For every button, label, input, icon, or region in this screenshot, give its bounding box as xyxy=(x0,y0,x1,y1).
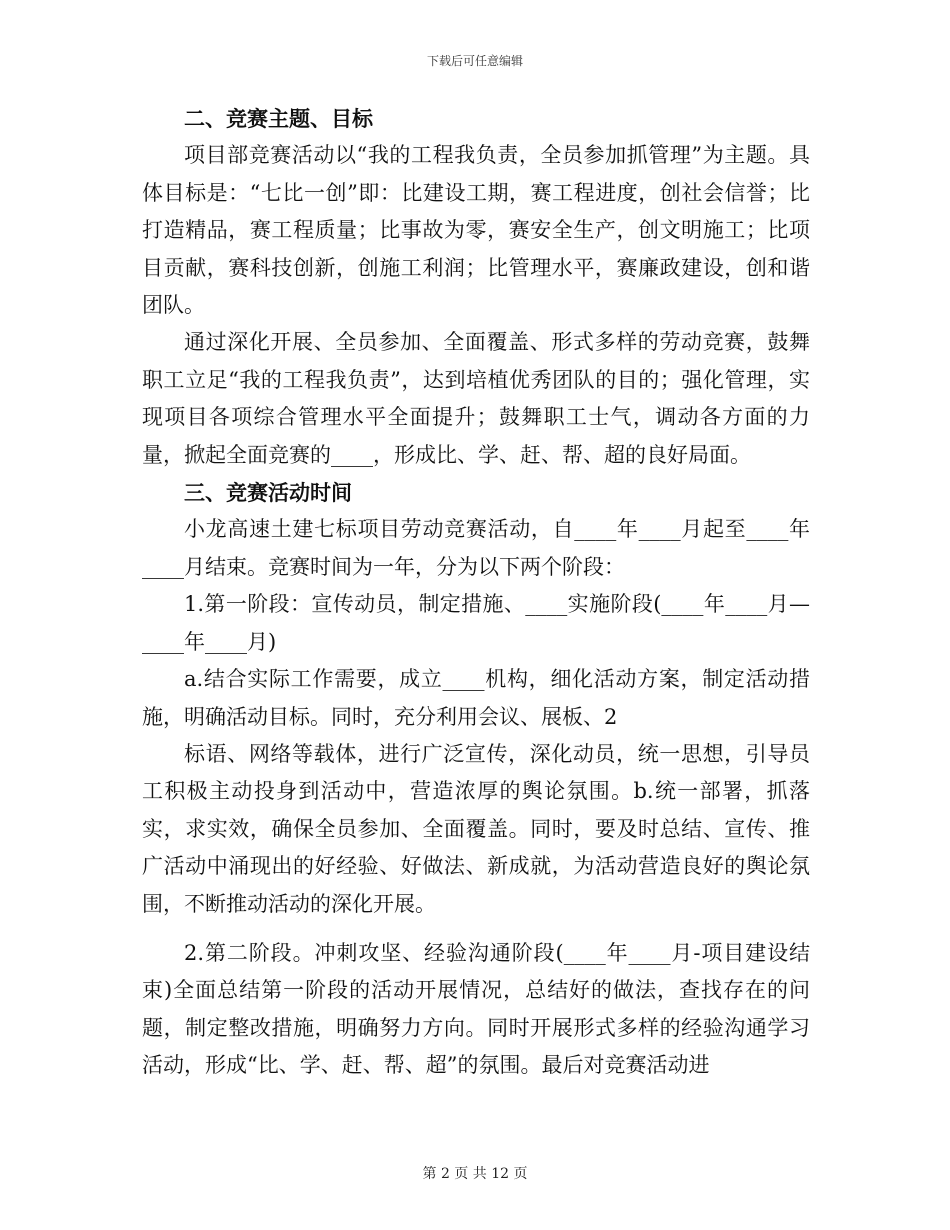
paragraph-stage-one: 1.第一阶段：宣传动员，制定措施、____实施阶段(____年____月—____年____月) xyxy=(142,592,810,654)
paragraph-theme-goal: 项目部竞赛活动以“我的工程我负责，全员参加抓管理”为主题。具体目标是：“七比一创”即：比建设工期，赛工程进度，创社会信誉；比打造精品，赛工程质量；比事故为零，赛安全生产，创文明施工；比项目贡献，赛科技创新，创施工利润；比管理水平，赛廉政建设，创和谐团队。 xyxy=(142,143,810,318)
header-note: 下载后可任意编辑 xyxy=(426,54,523,68)
page-number: 第 2 页 共 12 页 xyxy=(422,1166,528,1182)
section-heading-time: 三、竞赛活动时间 xyxy=(184,480,352,506)
paragraph-theme-purpose: 通过深化开展、全员参加、全面覆盖、形式多样的劳动竞赛，鼓舞职工立足“我的工程我负责”，达到培植优秀团队的目的；强化管理，实现项目各项综合管理水平全面提升；鼓舞职工士气，调动各方面的力量，掀起全面竞赛的____，形成比、学、赶、帮、超的良好局面。 xyxy=(142,330,810,467)
document-body xyxy=(142,100,810,1085)
paragraph-time-intro: 小龙高速土建七标项目劳动竞赛活动，自____年____月起至____年____月结束。竞赛时间为一年，分为以下两个阶段： xyxy=(142,517,810,579)
section-heading-theme: 二、竞赛主题、目标 xyxy=(184,106,373,131)
paragraph-stage-one-b: 标语、网络等载体，进行广泛宣传，深化动员，统一思想，引导员工积极主动投身到活动中，营造浓厚的舆论氛围。b.统一部署，抓落实，求实效，确保全员参加、全面覆盖。同时，要及时总结、宣传、推广活动中涌现出的好经验、好做法、新成就，为活动营造良好的舆论氛围，不断推动活动的深化开展。 xyxy=(142,741,810,916)
paragraph-stage-two: 2.第二阶段。冲刺攻坚、经验沟通阶段(____年____月-项目建设结束)全面总结第一阶段的活动开展情况，总结好的做法，查找存在的问题，制定整改措施，明确努力方向。同时开展形式多样的经验沟通学习活动，形成“比、学、赶、帮、超”的氛围。最后对竞赛活动进 xyxy=(142,940,810,1078)
paragraph-stage-one-a: a.结合实际工作需要，成立____机构，细化活动方案，制定活动措施，明确活动目标。同时，充分利用会议、展板、2 xyxy=(142,667,810,729)
